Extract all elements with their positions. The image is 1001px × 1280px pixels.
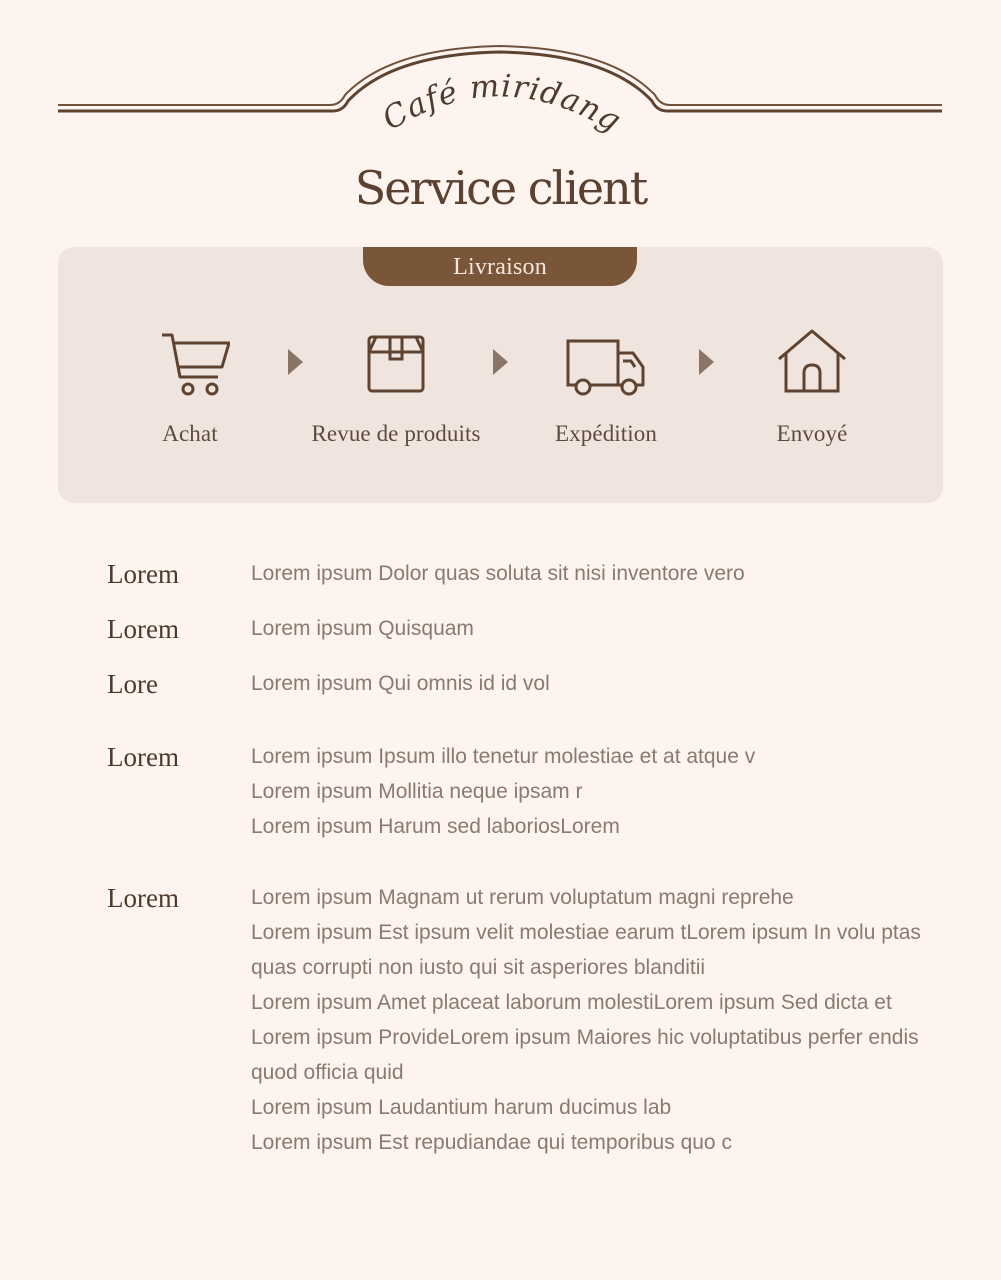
step-label: Expédition <box>555 421 657 446</box>
info-value: Lorem ipsum Dolor quas soluta sit nisi inventore vero <box>251 562 745 585</box>
info-key: Lorem <box>107 742 179 772</box>
step-label: Revue de produits <box>311 421 481 446</box>
info-row <box>107 611 947 647</box>
info-row <box>107 666 947 702</box>
info-value: Lorem ipsum ProvideLorem ipsum Maiores hic voluptatibus perfer endis quod officia quid <box>251 1026 919 1084</box>
info-value: Lorem ipsum Quisquam <box>251 617 474 640</box>
info-values <box>251 666 947 701</box>
delivery-steps-panel <box>58 247 943 503</box>
delivery-tab[interactable]: Livraison <box>363 247 637 286</box>
info-row <box>107 880 947 1160</box>
shopping-cart-icon <box>150 327 230 397</box>
info-values <box>251 611 947 646</box>
info-value: Lorem ipsum Mollitia neque ipsam r <box>251 780 583 803</box>
info-value: Lorem ipsum Harum sed laboriosLorem <box>251 815 620 838</box>
info-row <box>107 556 947 592</box>
info-row <box>107 739 947 844</box>
page-title: Service client <box>354 161 647 215</box>
info-list <box>107 556 947 1160</box>
info-value: Lorem ipsum Est repudiandae qui temporibus quo c <box>251 1131 732 1154</box>
info-key: Lore <box>107 669 158 699</box>
house-icon <box>776 327 848 397</box>
step-envoye <box>702 327 922 447</box>
info-value: Lorem ipsum Magnam ut rerum voluptatum magni reprehe <box>251 886 794 909</box>
delivery-truck-icon <box>565 327 647 397</box>
info-values <box>251 739 947 844</box>
info-value: Lorem ipsum Amet placeat laborum molestiLorem ipsum Sed dicta et <box>251 991 892 1014</box>
info-value: Lorem ipsum Ipsum illo tenetur molestiae et at atque v <box>251 745 756 768</box>
step-label: Envoyé <box>776 421 848 446</box>
header-frame <box>0 0 1001 150</box>
step-revue-de-produits <box>286 327 506 447</box>
svg-text:Café miridang <box>376 68 627 140</box>
step-label: Achat <box>162 421 218 446</box>
info-values <box>251 556 947 591</box>
info-key: Lorem <box>107 883 179 913</box>
info-key: Lorem <box>107 614 179 644</box>
info-value: Lorem ipsum Est ipsum velit molestiae earum tLorem ipsum In volu ptas quas corrupti non iusto qui sit asperiores blanditii <box>251 921 921 979</box>
brand-name: Café miridang <box>376 67 628 140</box>
arch-frame-decoration <box>0 0 1001 150</box>
info-value: Lorem ipsum Laudantium harum ducimus lab <box>251 1096 672 1119</box>
step-achat <box>80 327 300 447</box>
info-values <box>251 880 937 1160</box>
package-box-icon <box>366 327 426 397</box>
info-value: Lorem ipsum Qui omnis id id vol <box>251 672 550 695</box>
step-expedition <box>496 327 716 447</box>
info-key: Lorem <box>107 559 179 589</box>
